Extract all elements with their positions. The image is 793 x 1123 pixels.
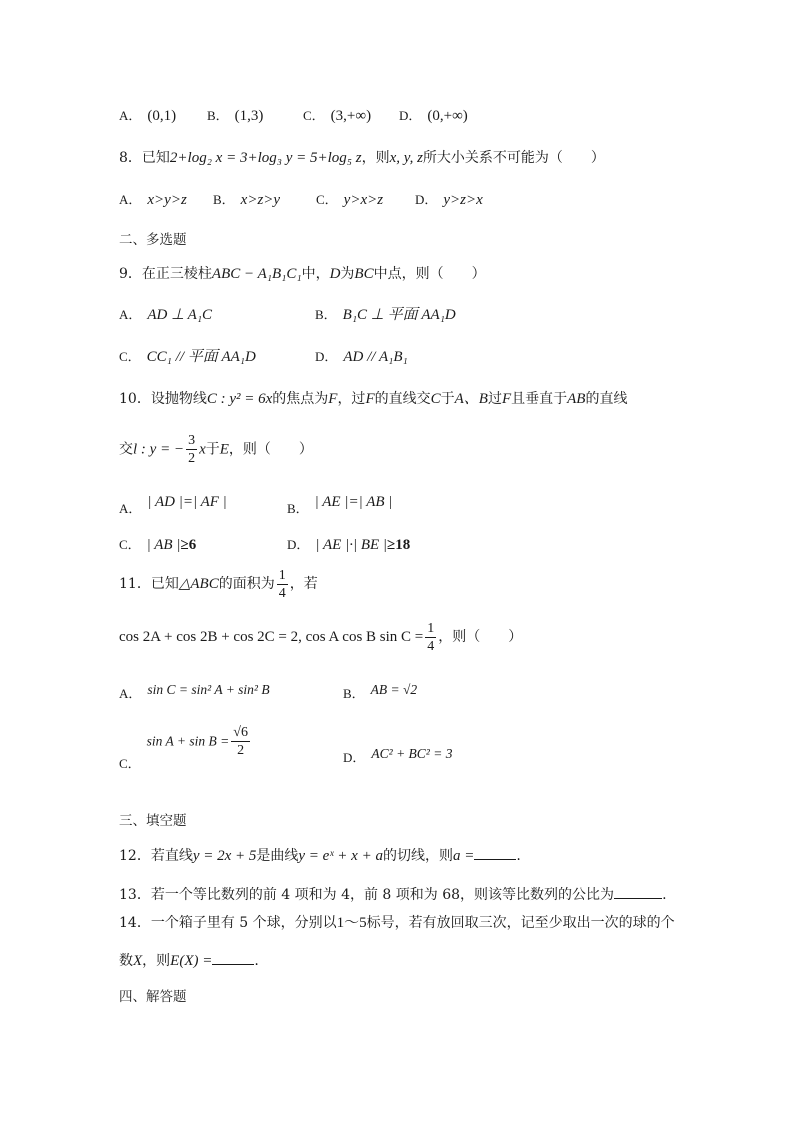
q13-stem: 13．若一个等比数列的前 4 项和为 4，前 8 项和为 68，则该等比数列的公比为 . bbox=[119, 884, 667, 905]
fraction: $\frac{1}{4}$ bbox=[427, 620, 435, 654]
section-heading-solutions: 四、解答题 bbox=[119, 989, 187, 1005]
q8-option-b: B． x>z>y bbox=[213, 192, 281, 208]
q9-option-b: B． B₁C ⊥ 平面 AA₁D bbox=[315, 307, 456, 323]
answer-blank[interactable] bbox=[474, 845, 516, 860]
q10-stem-line1: 10．设抛物线C : y² = 6x的焦点为F，过F的直线交C于A、B过F且垂直于AB的直线 bbox=[119, 391, 628, 407]
q7-option-b: B． (1,3) bbox=[207, 108, 264, 124]
q12-stem: 12．若直线y = 2x + 5是曲线y = eˣ + x + a的切线，则a = . bbox=[119, 845, 521, 866]
q11-option-b: B． AB = √2 bbox=[343, 682, 418, 701]
q11-option-d: D． AC² + BC² = 3 bbox=[343, 746, 453, 765]
q10-stem-line2: 交l : y = − $\frac{3}{2}$ x于E，则（ ） bbox=[119, 433, 313, 466]
fraction: $\frac{1}{4}$ bbox=[278, 567, 286, 601]
q8-option-c: C． y>x>z bbox=[316, 192, 384, 208]
q11-stem-line2: cos 2A + cos 2B + cos 2C = 2, cos A cos B sin C = $\frac{1}{4}$ ，则（ ） bbox=[119, 620, 523, 654]
q10-option-a: A． | AD |=| AF | bbox=[119, 494, 227, 516]
q9-stem: 9．在正三棱柱ABC − A₁B₁C₁中，D为BC中点，则（ ） bbox=[119, 266, 486, 282]
q14-stem-line2: 数X，则E(X) = . bbox=[119, 950, 259, 971]
q11-stem-line1: 11．已知△ABC的面积为 $\frac{1}{4}$ ，若 bbox=[119, 567, 318, 601]
q8-option-a: A． x>y>z bbox=[119, 192, 187, 208]
q8-option-d: D． y>z>x bbox=[415, 192, 483, 208]
answer-blank[interactable] bbox=[614, 884, 662, 899]
q14-stem-line1: 14．一个箱子里有 5 个球，分别以1～5标号，若有放回取三次，记至少取出一次的球的个 bbox=[119, 915, 675, 931]
q9-option-a: A． AD ⊥ A₁C bbox=[119, 307, 213, 323]
section-heading-multi-choice: 二、多选题 bbox=[119, 232, 187, 248]
fraction: $\frac{√6}{2}$ bbox=[233, 725, 248, 758]
q9-option-c: C． CC₁ // 平面 AA₁D bbox=[119, 349, 256, 365]
q7-option-a: A． (0,1) bbox=[119, 108, 177, 124]
section-heading-fill-blank: 三、填空题 bbox=[119, 813, 187, 829]
q7-option-c: C． (3,+∞) bbox=[303, 108, 372, 124]
q8-stem: 8．已知2+log₂ x = 3+log₃ y = 5+log₅ z，则x, y, z所大小关系不可能为（ ） bbox=[119, 150, 605, 166]
fraction: $\frac{3}{2}$ bbox=[188, 433, 196, 466]
q9-option-d: D． AD // A₁B₁ bbox=[315, 349, 408, 365]
q10-option-d: D． | AE |·| BE |≥18 bbox=[287, 537, 411, 553]
q11-option-a: A． sin C = sin² A + sin² B bbox=[119, 682, 270, 701]
q10-option-b: B． | AE |=| AB | bbox=[287, 494, 393, 516]
q10-option-c: C． | AB |≥6 bbox=[119, 537, 197, 553]
q11-option-c: C．sin A + sin B = $\frac{√6}{2}$ bbox=[119, 725, 248, 771]
answer-blank[interactable] bbox=[212, 950, 254, 965]
q7-option-d: D． (0,+∞) bbox=[399, 108, 468, 124]
